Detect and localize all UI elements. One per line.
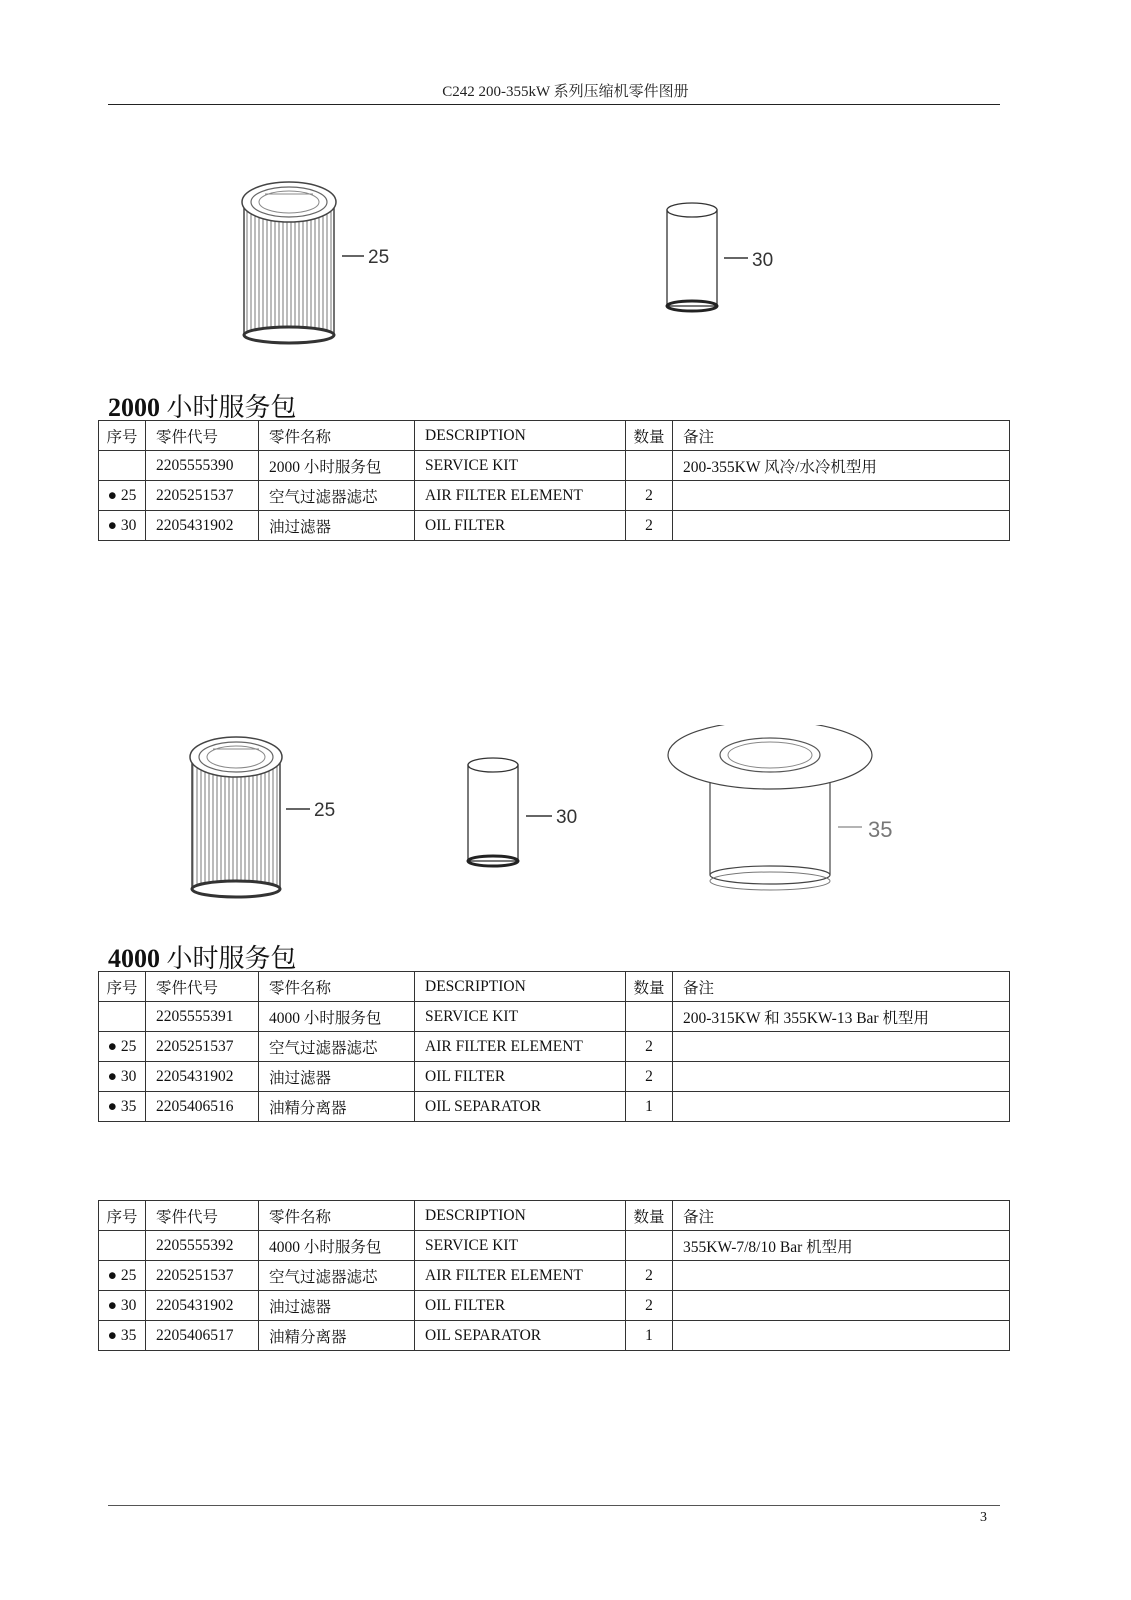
cell-part-name: 油过滤器 [259, 1062, 415, 1092]
col-header-part-number: 零件代号 [146, 972, 259, 1002]
cell-part-number: 2205406517 [146, 1321, 259, 1351]
col-header-remarks: 备注 [673, 1201, 1010, 1231]
cell-remarks [673, 1321, 1010, 1351]
cell-remarks [673, 1062, 1010, 1092]
cell-description: AIR FILTER ELEMENT [415, 481, 626, 511]
col-header-qty: 数量 [626, 972, 673, 1002]
cell-remarks: 200-315KW 和 355KW-13 Bar 机型用 [673, 1002, 1010, 1032]
cell-no: ● 30 [99, 1062, 146, 1092]
cell-qty [626, 451, 673, 481]
col-header-part-number: 零件代号 [146, 421, 259, 451]
footer-divider [108, 1505, 1000, 1506]
document-header-title: C242 200-355kW 系列压缩机零件图册 [442, 84, 689, 100]
table-row [99, 1261, 1010, 1291]
cell-part-number: 2205406516 [146, 1092, 259, 1122]
callout-25: 25 [368, 247, 390, 268]
cell-qty: 2 [626, 1291, 673, 1321]
cell-remarks [673, 1261, 1010, 1291]
cell-remarks [673, 481, 1010, 511]
cell-part-number: 2205555392 [146, 1231, 259, 1261]
cell-description: AIR FILTER ELEMENT [415, 1261, 626, 1291]
table-row [99, 451, 1010, 481]
cell-no: ● 30 [99, 1291, 146, 1321]
table-row [99, 1062, 1010, 1092]
cell-qty [626, 1231, 673, 1261]
section-title-4000h [108, 938, 297, 975]
cell-description: AIR FILTER ELEMENT [415, 1032, 626, 1062]
section-title-2000h [108, 387, 297, 424]
table-row [99, 1092, 1010, 1122]
cell-part-name: 油过滤器 [259, 511, 415, 541]
parts-table-4000h-b [98, 1200, 1010, 1351]
cell-remarks [673, 511, 1010, 541]
col-header-qty: 数量 [626, 1201, 673, 1231]
cell-qty [626, 1002, 673, 1032]
table-row [99, 481, 1010, 511]
cell-part-name: 2000 小时服务包 [259, 451, 415, 481]
col-header-no: 序号 [99, 421, 146, 451]
cell-part-name: 空气过滤器滤芯 [259, 1032, 415, 1062]
cell-part-number: 2205431902 [146, 511, 259, 541]
cell-part-name: 油精分离器 [259, 1321, 415, 1351]
cell-remarks [673, 1092, 1010, 1122]
header-divider [108, 104, 1000, 105]
table-row [99, 1002, 1010, 1032]
figure-4000h-parts [180, 725, 920, 905]
col-header-description: DESCRIPTION [415, 972, 626, 1002]
table-row [99, 511, 1010, 541]
cell-no [99, 1231, 146, 1261]
cell-part-name: 油精分离器 [259, 1092, 415, 1122]
col-header-remarks: 备注 [673, 421, 1010, 451]
cell-remarks: 355KW-7/8/10 Bar 机型用 [673, 1231, 1010, 1261]
section-title-number: 2000 [108, 393, 160, 422]
cell-qty: 2 [626, 511, 673, 541]
cell-part-number: 2205251537 [146, 481, 259, 511]
cell-no [99, 451, 146, 481]
col-header-no: 序号 [99, 972, 146, 1002]
cell-description: OIL FILTER [415, 1062, 626, 1092]
cell-no: ● 25 [99, 1032, 146, 1062]
col-header-no: 序号 [99, 1201, 146, 1231]
oil-filter-illustration [667, 203, 717, 311]
callout-30: 30 [752, 250, 774, 271]
cell-part-number: 2205555391 [146, 1002, 259, 1032]
cell-no: ● 25 [99, 481, 146, 511]
cell-description: OIL FILTER [415, 1291, 626, 1321]
cell-remarks [673, 1291, 1010, 1321]
cell-no [99, 1002, 146, 1032]
col-header-description: DESCRIPTION [415, 421, 626, 451]
cell-no: ● 25 [99, 1261, 146, 1291]
cell-description: SERVICE KIT [415, 1002, 626, 1032]
cell-part-number: 2205251537 [146, 1261, 259, 1291]
parts-table-2000h [98, 420, 1010, 541]
cell-qty: 2 [626, 1032, 673, 1062]
section-title-text: 小时服务包 [166, 393, 297, 422]
cell-no: ● 35 [99, 1321, 146, 1351]
parts-table-4000h-a [98, 971, 1010, 1122]
cell-remarks: 200-355KW 风冷/水冷机型用 [673, 451, 1010, 481]
cell-description: OIL FILTER [415, 511, 626, 541]
table-header-row [99, 972, 1010, 1002]
cell-qty: 2 [626, 1261, 673, 1291]
cell-part-number: 2205555390 [146, 451, 259, 481]
cell-description: SERVICE KIT [415, 1231, 626, 1261]
table-header-row [99, 421, 1010, 451]
table-header-row [99, 1201, 1010, 1231]
page-number: 3 [980, 1510, 987, 1525]
col-header-part-number: 零件代号 [146, 1201, 259, 1231]
col-header-qty: 数量 [626, 421, 673, 451]
cell-no: ● 35 [99, 1092, 146, 1122]
oil-filter-illustration [468, 758, 518, 866]
air-filter-element-illustration [242, 182, 336, 343]
callout-35: 35 [868, 817, 893, 842]
callout-25: 25 [314, 800, 336, 821]
cell-qty: 2 [626, 481, 673, 511]
table-row [99, 1291, 1010, 1321]
cell-description: SERVICE KIT [415, 451, 626, 481]
cell-part-number: 2205251537 [146, 1032, 259, 1062]
col-header-remarks: 备注 [673, 972, 1010, 1002]
col-header-description: DESCRIPTION [415, 1201, 626, 1231]
cell-qty: 1 [626, 1321, 673, 1351]
cell-part-name: 4000 小时服务包 [259, 1231, 415, 1261]
table-row [99, 1231, 1010, 1261]
cell-description: OIL SEPARATOR [415, 1321, 626, 1351]
cell-description: OIL SEPARATOR [415, 1092, 626, 1122]
table-row [99, 1321, 1010, 1351]
col-header-part-name: 零件名称 [259, 972, 415, 1002]
cell-part-number: 2205431902 [146, 1062, 259, 1092]
col-header-part-name: 零件名称 [259, 421, 415, 451]
section-title-number: 4000 [108, 944, 160, 973]
table-row [99, 1032, 1010, 1062]
cell-part-name: 空气过滤器滤芯 [259, 481, 415, 511]
col-header-part-name: 零件名称 [259, 1201, 415, 1231]
cell-part-name: 油过滤器 [259, 1291, 415, 1321]
cell-remarks [673, 1032, 1010, 1062]
section-title-text: 小时服务包 [166, 944, 297, 973]
cell-part-name: 4000 小时服务包 [259, 1002, 415, 1032]
cell-qty: 2 [626, 1062, 673, 1092]
cell-qty: 1 [626, 1092, 673, 1122]
figure-2000h-parts [230, 170, 790, 350]
callout-30: 30 [556, 807, 578, 828]
cell-no: ● 30 [99, 511, 146, 541]
cell-part-number: 2205431902 [146, 1291, 259, 1321]
oil-separator-illustration [668, 725, 872, 890]
cell-part-name: 空气过滤器滤芯 [259, 1261, 415, 1291]
air-filter-element-illustration [190, 737, 282, 897]
